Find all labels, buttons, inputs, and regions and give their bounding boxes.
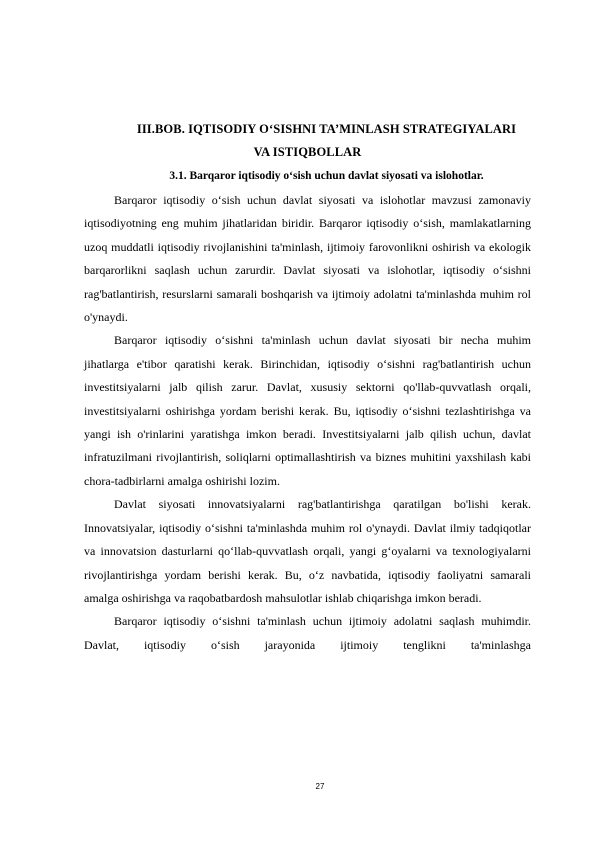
- paragraph: Davlat siyosati innovatsiyalarni rag'batlantirishga qaratilgan bo'lishi kerak. Innovatsiyalar, iqtisodiy o‘sishni ta'minlashda muhim rol o'ynaydi. Davlat ilmiy tadqiqotlar va innovatsion dasturlarni qo‘llab-quvvatlash orqali, yangi g‘oyalarni va texnologiyalarni rivojlantirishga yordam berishi kerak. Bu, o‘z navbatida, iqtisodiy faoliyatni samarali amalga oshirishga va raqobatbardosh mahsulotlar ishlab chiqarishga imkon beradi.: [84, 497, 531, 605]
- paragraph: Barqaror iqtisodiy o‘sishni ta'minlash uchun davlat siyosati bir necha muhim jihatlarga e'tibor qaratishi kerak. Birinchidan, iqtisodiy o‘sishni rag'batlantirish uchun investitsiyalarni jalb qilish zarur. Davlat, xususiy sektorni qo'llab-quvvatlash orqali, investitsiyalarni oshirishga yordam berishi kerak. Bu, iqtisodiy o‘sishni tezlashtirishga va yangi ish o'rinlarini yaratishga imkon beradi. Investitsiyalarni jalb qilish uchun, davlat infratuzilmani rivojlantirish, soliqlarni optimallashtirish va biznes muhitini yaxshilash kabi chora-tadbirlarni amalga oshirishi lozim.: [84, 333, 531, 488]
- paragraph: Barqaror iqtisodiy o‘sishni ta'minlash uchun ijtimoiy adolatni saqlash muhimdir. Davlat, iqtisodiy o‘sish jarayonida ijtimoiy tenglikni ta'minlashga: [84, 614, 531, 652]
- section-title: 3.1. Barqaror iqtisodiy o‘sish uchun davlat siyosati va islohotlar.: [169, 170, 484, 182]
- chapter-title: [84, 118, 531, 164]
- chapter-title-line2: VA ISTIQBOLLAR: [253, 145, 362, 159]
- body-text: [84, 189, 531, 657]
- chapter-title-line1: III.BOB. IQTISODIY O‘SISHNI TA’MINLASH STRATEGIYALARI: [136, 122, 517, 136]
- paragraph: Barqaror iqtisodiy o‘sish uchun davlat siyosati va islohotlar mavzusi zamonaviy iqtisodiyotning eng muhim jihatlaridan biridir. Barqaror iqtisodiy o‘sish, mamlakatlarning uzoq muddatli iqtisodiy rivojlanishini ta'minlash, ijtimoiy farovonlikni oshirish va ekologik barqarorlikni saqlash uchun zarurdir. Davlat siyosati va islohotlar, iqtisodiy o‘sishni rag'batlantirish, resurslarni samarali boshqarish va ijtimoiy adolatni ta'minlashda muhim rol o'ynaydi.: [84, 193, 531, 325]
- page-number: 27: [315, 782, 325, 791]
